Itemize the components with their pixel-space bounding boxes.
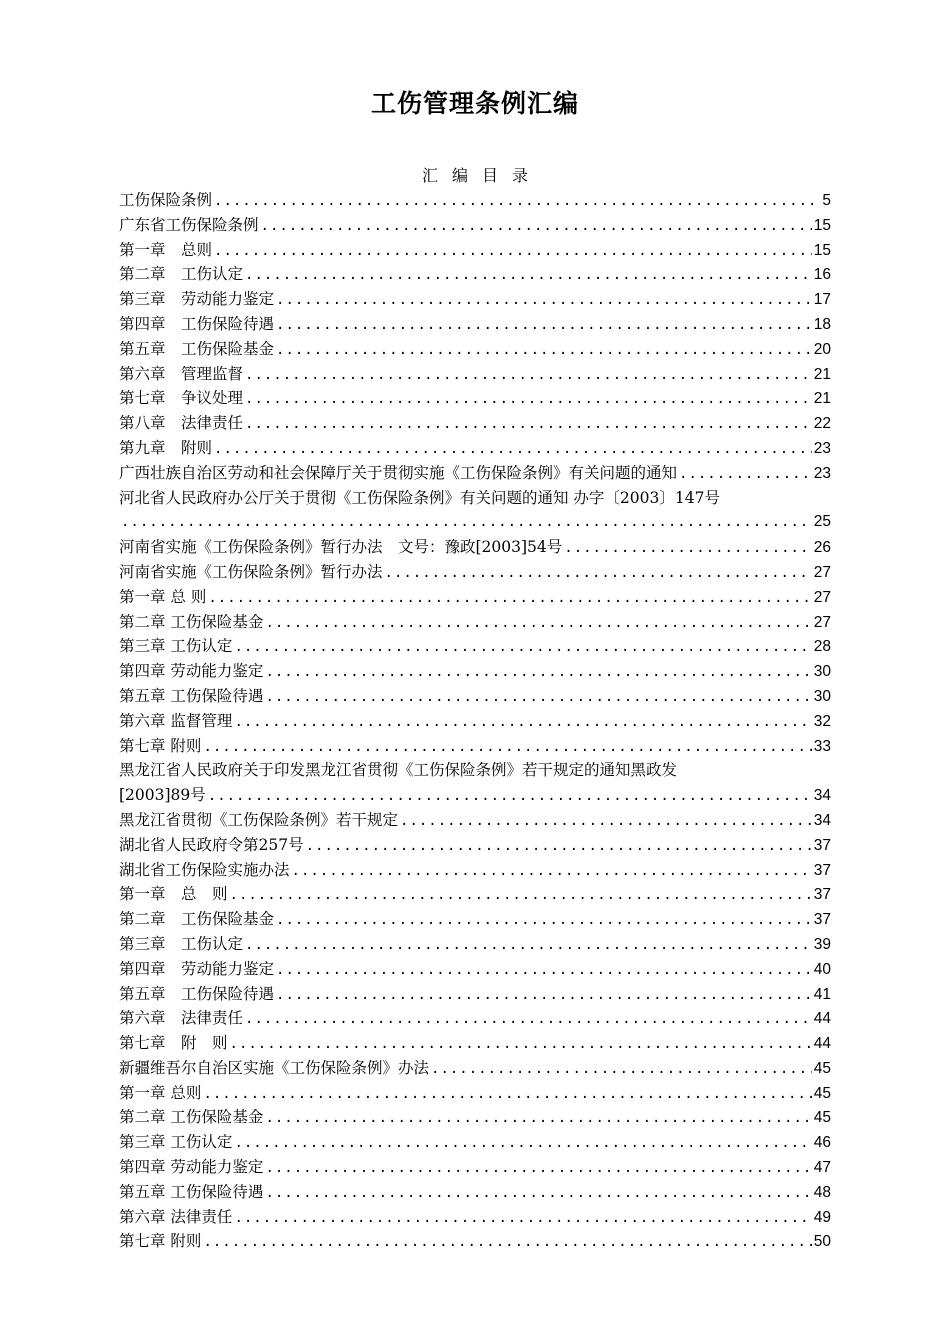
toc-heading: 汇编目录 [421, 166, 542, 185]
toc-entry[interactable] [119, 634, 831, 659]
toc-entry-page-number: 20 [813, 340, 831, 358]
toc-entry-label: 新疆维吾尔自治区实施《工伤保险条例》办法 [119, 1058, 430, 1077]
toc-entry-label: 第五章 工伤保险待遇 [119, 984, 275, 1003]
toc-entry-page-number: 30 [813, 687, 831, 705]
dot-leader [214, 239, 812, 263]
toc-entry-label: 第四章 劳动能力鉴定 [119, 959, 275, 978]
toc-entry-page-number: 16 [813, 266, 831, 284]
toc-entry[interactable] [119, 1031, 831, 1056]
dot-leader [265, 611, 811, 635]
toc-entry-page-number: 30 [813, 663, 831, 681]
toc-entry-label: 黑龙江省人民政府关于印发黑龙江省贯彻《工伤保险条例》若干规定的通知黑政发 [119, 761, 678, 780]
toc-entry[interactable] [119, 1081, 831, 1106]
toc-entry-page-number: 45 [813, 1059, 831, 1077]
toc-entry[interactable] [119, 486, 831, 511]
dot-leader [234, 1131, 811, 1155]
dot-leader [230, 1032, 812, 1056]
dot-leader [234, 1206, 811, 1230]
toc-entry[interactable] [119, 957, 831, 982]
toc-entry-page-number: 49 [813, 1208, 831, 1226]
dot-leader [214, 437, 812, 461]
toc-entry[interactable] [119, 1105, 831, 1130]
dot-leader [292, 859, 812, 883]
dot-leader [265, 1181, 811, 1205]
toc-entry[interactable] [119, 461, 831, 486]
dot-leader [245, 387, 812, 411]
toc-entry[interactable] [119, 808, 831, 833]
toc-entry-label: 第五章 工伤保险待遇 [119, 1182, 264, 1201]
toc-entry-page-number: 39 [813, 935, 831, 953]
toc-entry-label: 第四章 劳动能力鉴定 [119, 662, 264, 681]
toc-entry-label: 第五章 工伤保险基金 [119, 339, 275, 358]
toc-entry-label: 第二章 工伤保险基金 [119, 910, 275, 929]
toc-entry[interactable] [119, 262, 831, 287]
toc-entry-label: 第一章 总 则 [119, 587, 207, 606]
dot-leader [276, 983, 812, 1007]
toc-entry[interactable] [119, 1180, 831, 1205]
toc-entry-page-number: 46 [813, 1134, 831, 1152]
toc-entry[interactable] [119, 758, 831, 783]
dot-leader [276, 313, 812, 337]
toc-entry[interactable] [119, 287, 831, 312]
dot-leader [245, 933, 812, 957]
toc-entry-label: 第一章 总 则 [119, 885, 228, 904]
dot-leader [265, 685, 811, 709]
toc-entry[interactable] [119, 386, 831, 411]
dot-leader [400, 809, 812, 833]
toc-entry[interactable] [119, 734, 831, 759]
toc-entry-page-number: 41 [813, 985, 831, 1003]
toc-entry[interactable] [119, 213, 831, 238]
dot-leader [276, 908, 812, 932]
toc-entry-label: 湖北省人民政府令第257号 [119, 835, 304, 854]
toc-entry-page-number: 23 [813, 464, 831, 482]
toc-entry[interactable] [119, 362, 831, 387]
toc-entry-page-number: 27 [813, 588, 831, 606]
toc-entry-page-number: 21 [813, 390, 831, 408]
toc-entry-page-number: 32 [813, 712, 831, 730]
toc-entry-label: 第五章 工伤保险待遇 [119, 686, 264, 705]
dot-leader [276, 338, 812, 362]
toc-entry-label: [2003]89号 [119, 786, 206, 805]
toc-entry-page-number: 34 [813, 811, 831, 829]
toc-entry-label: 第三章 工伤认定 [119, 637, 233, 656]
dot-leader [385, 561, 812, 585]
toc-entry-label: 工伤保险条例 [119, 191, 213, 209]
toc-entry-page-number: 37 [813, 886, 831, 904]
dot-leader [276, 288, 812, 312]
dot-leader [265, 1156, 811, 1180]
toc-entry[interactable] [119, 833, 831, 858]
toc-entry[interactable] [119, 1056, 831, 1081]
toc-entry-label: 广东省工伤保险条例 [119, 215, 259, 234]
toc-entry-page-number: 37 [813, 911, 831, 929]
toc-entry[interactable] [119, 684, 831, 709]
toc-entry[interactable] [119, 535, 831, 560]
dot-leader [203, 735, 811, 759]
toc-entry-page-number: 22 [813, 415, 831, 433]
toc-entry-label: 第二章 工伤认定 [119, 265, 244, 284]
toc-entry-label: 第六章 管理监督 [119, 364, 244, 383]
toc-entry-label: 第六章 法律责任 [119, 1009, 244, 1028]
toc-entry-label: 第三章 劳动能力鉴定 [119, 290, 275, 309]
dot-leader [265, 1106, 811, 1130]
toc-entry-label: 第四章 劳动能力鉴定 [119, 1158, 264, 1177]
toc-entry-page-number: 45 [813, 1109, 831, 1127]
toc-entry[interactable] [119, 858, 831, 883]
toc-entry[interactable] [119, 1155, 831, 1180]
toc-entry-page-number: 37 [813, 836, 831, 854]
toc-entry[interactable] [119, 312, 831, 337]
toc-entry-label: 第一章 总则 [119, 1083, 202, 1102]
toc-entry[interactable] [119, 585, 831, 610]
toc-entry[interactable] [119, 882, 831, 907]
toc-entry[interactable] [119, 709, 831, 734]
toc-entry-label: 第六章 监督管理 [119, 711, 233, 730]
toc-entry[interactable] [119, 1229, 831, 1254]
toc-entry-page-number: 18 [813, 315, 831, 333]
dot-leader [208, 784, 812, 808]
dot-leader [234, 635, 811, 659]
toc-entry-page-number: 15 [813, 241, 831, 259]
dot-leader [214, 189, 820, 213]
toc-entry-page-number: 21 [813, 365, 831, 383]
toc-entry-label: 河北省人民政府办公厅关于贯彻《工伤保险条例》有关问题的通知 办字〔2003〕147号 [119, 488, 720, 507]
dot-leader [234, 710, 811, 734]
dot-leader [679, 462, 812, 486]
toc-entry-page-number: 45 [813, 1084, 831, 1102]
toc-entry[interactable] [119, 1006, 831, 1031]
toc-entry[interactable] [119, 783, 831, 808]
toc-entry-label: 第三章 工伤认定 [119, 1133, 233, 1152]
toc-entry-label: 第七章 争议处理 [119, 389, 244, 408]
toc-entry-page-number: 5 [822, 192, 831, 209]
toc-entry-page-number: 40 [813, 960, 831, 978]
toc-entry-page-number: 48 [813, 1183, 831, 1201]
toc-entry[interactable] [119, 560, 831, 585]
dot-leader [245, 263, 812, 287]
dot-leader [265, 660, 811, 684]
toc-entry-page-number: 27 [813, 613, 831, 631]
toc-entry-label: 第七章 附 则 [119, 1034, 228, 1053]
toc-entry[interactable] [119, 982, 831, 1007]
dot-leader [431, 1057, 812, 1081]
toc-entry[interactable] [119, 1130, 831, 1155]
dot-leader [245, 412, 812, 436]
toc-entry[interactable] [119, 1205, 831, 1230]
toc-entry-label: 黑龙江省贯彻《工伤保险条例》若干规定 [119, 810, 399, 829]
toc-entry-page-number: 28 [813, 638, 831, 656]
toc-entry-label: 第一章 总则 [119, 240, 213, 259]
toc-entry-label: 河南省实施《工伤保险条例》暂行办法 文号：豫政[2003]54号 [119, 538, 563, 557]
dot-leader [564, 536, 811, 560]
toc-entry-label: 第八章 法律责任 [119, 414, 244, 433]
toc-entry-label: 第七章 附则 [119, 1232, 202, 1251]
toc-entry-page-number: 44 [813, 1035, 831, 1053]
dot-leader [203, 1230, 811, 1254]
toc-entry-page-number: 17 [813, 291, 831, 309]
toc-entry[interactable] [119, 659, 831, 684]
toc-entry-page-number: 15 [813, 216, 831, 234]
toc-entry-page-number: 25 [813, 513, 831, 531]
toc-entry-label: 第九章 附则 [119, 438, 213, 457]
toc-entry-page-number: 23 [813, 439, 831, 457]
toc-entry[interactable] [119, 238, 831, 263]
toc-entry-label: 第七章 附则 [119, 736, 202, 755]
toc-entry-label: 第四章 工伤保险待遇 [119, 314, 275, 333]
toc-entry-page-number: 44 [813, 1010, 831, 1028]
toc-entry-label: 第三章 工伤认定 [119, 934, 244, 953]
toc-entry[interactable] [119, 337, 831, 362]
dot-leader [245, 363, 812, 387]
table-of-contents [119, 188, 831, 1254]
toc-entry[interactable] [119, 932, 831, 957]
toc-entry-page-number: 27 [813, 563, 831, 581]
dot-leader [208, 586, 811, 610]
toc-entry-label: 河南省实施《工伤保险条例》暂行办法 [119, 562, 383, 581]
dot-leader [230, 883, 812, 907]
dot-leader [276, 958, 812, 982]
toc-entry[interactable] [119, 436, 831, 461]
dot-leader [121, 510, 812, 535]
toc-entry[interactable] [119, 510, 831, 535]
toc-entry-label: 湖北省工伤保险实施办法 [119, 860, 290, 879]
toc-entry-page-number: 37 [813, 861, 831, 879]
dot-leader [245, 1007, 812, 1031]
toc-entry[interactable] [119, 188, 831, 213]
toc-entry[interactable] [119, 610, 831, 635]
toc-entry-page-number: 33 [813, 737, 831, 755]
toc-entry-page-number: 34 [813, 787, 831, 805]
dot-leader [203, 1082, 811, 1106]
toc-entry-label: 第六章 法律责任 [119, 1207, 233, 1226]
toc-entry-label: 第二章 工伤保险基金 [119, 612, 264, 631]
toc-entry-page-number: 26 [813, 539, 831, 557]
toc-entry[interactable] [119, 411, 831, 436]
toc-entry-page-number: 47 [813, 1159, 831, 1177]
page-title: 工伤管理条例汇编 [370, 89, 579, 118]
toc-entry-label: 第二章 工伤保险基金 [119, 1108, 264, 1127]
toc-entry-label: 广西壮族自治区劳动和社会保障厅关于贯彻实施《工伤保险条例》有关问题的通知 [119, 463, 678, 482]
dot-leader [306, 834, 812, 858]
dot-leader [261, 214, 812, 238]
toc-entry-page-number: 50 [813, 1233, 831, 1251]
toc-entry[interactable] [119, 907, 831, 932]
